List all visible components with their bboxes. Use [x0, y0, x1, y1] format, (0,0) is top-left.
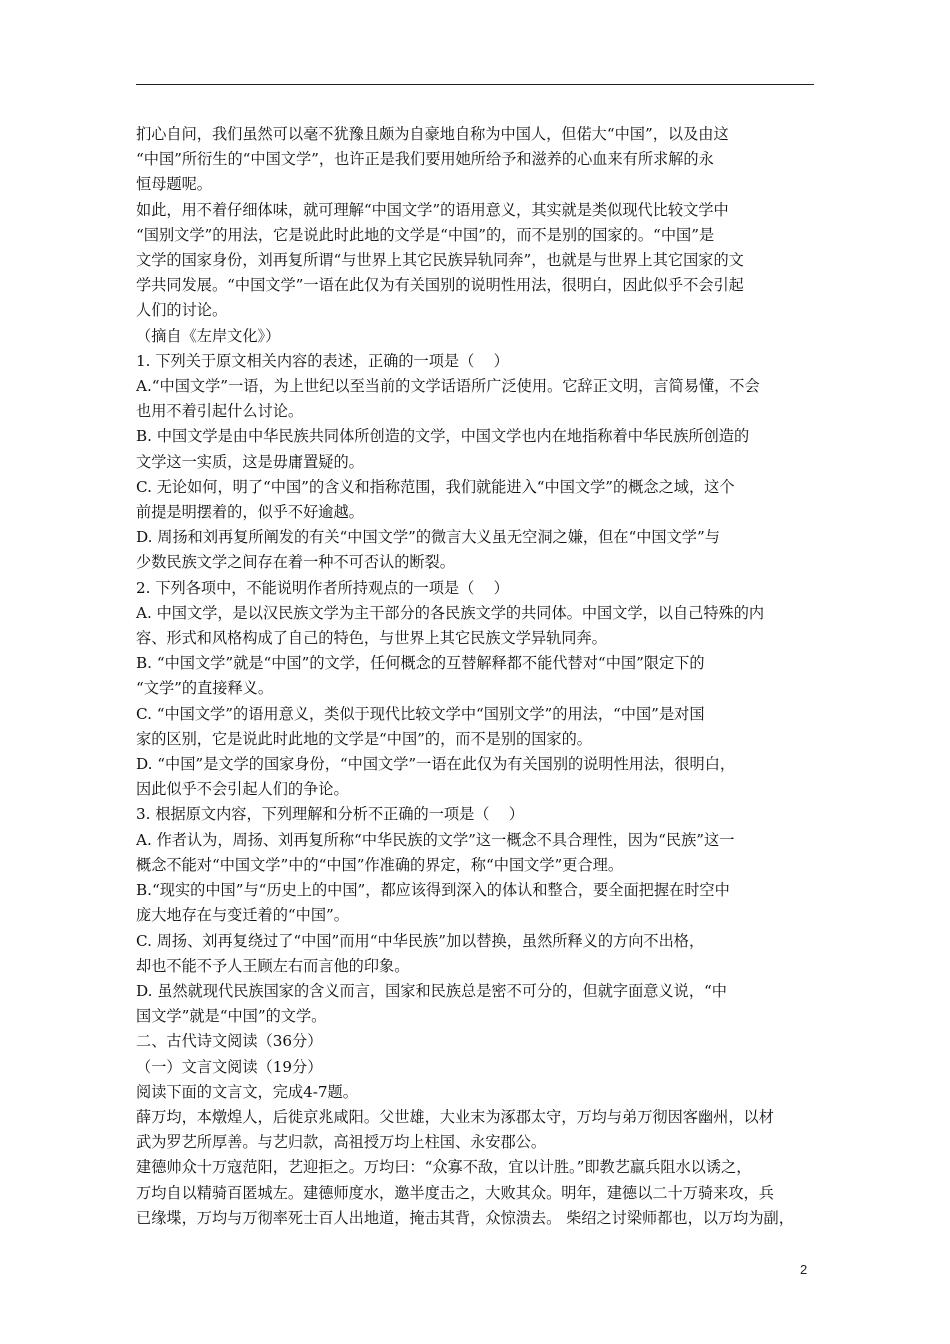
text-line: C. 周扬、刘再复绕过了“中国”而用“中华民族”加以替换，虽然所释义的方向不出格， [136, 931, 705, 950]
text-line: 建德帅众十万寇范阳，艺迎拒之。万均曰：“众寡不敌，宜以计胜。”即教艺羸兵阻水以诱之， [136, 1158, 752, 1177]
text-line: “文学”的直接释义。 [136, 679, 274, 698]
page-number: 2 [800, 1262, 808, 1277]
text-line: D. “中国”是文学的国家身份，“中国文学”一语在此仅为有关国别的说明性用法，很明白， [136, 755, 736, 774]
text-line: 扪心自问，我们虽然可以毫不犹豫且颇为自豪地自称为中国人，但偌大“中国”，以及由这 [136, 125, 729, 143]
text-line: 学共同发展。“中国文学”一语在此仅为有关国别的说明性用法，很明白，因此似乎不会引起 [136, 276, 744, 295]
text-line: 因此似乎不会引起人们的争论。 [136, 780, 349, 799]
text-line: 人们的讨论。 [136, 301, 228, 320]
text-line: 2. 下列各项中，不能说明作者所持观点的一项是（ ） [136, 578, 509, 597]
text-line: 前提是明摆着的，似乎不好逾越。 [136, 503, 364, 522]
header-rule [136, 84, 814, 85]
text-line: 文学这一实质，这是毋庸置疑的。 [136, 452, 364, 471]
text-line: 容、形式和风格构成了自己的特色，与世界上其它民族文学异轨同奔。 [136, 629, 607, 648]
text-line: 阅读下面的文言文，完成4-7题。 [136, 1082, 358, 1101]
text-line: （一）文言文阅读（19分） [136, 1057, 323, 1076]
text-line: “国别文学”的用法，它是说此时此地的文学是“中国”的，而不是别的国家的。“中国”是 [136, 225, 715, 244]
text-line: D. 虽然就现代民族国家的含义而言，国家和民族总是密不可分的，但就字面意义说，“中 [136, 981, 727, 1000]
text-line: 也用不着引起什么讨论。 [136, 402, 304, 421]
text-line: 武为罗艺所厚善。与艺归款，高祖授万均上柱国、永安郡公。 [136, 1133, 547, 1152]
text-line: B.“现实的中国”与“历史上的中国”，都应该得到深入的体认和整合，要全面把握在时空中 [136, 881, 730, 900]
text-line: A. 中国文学，是以汉民族文学为主干部分的各民族文学的共同体。中国文学，以自己特殊的内 [136, 603, 765, 622]
text-line: 万均自以精骑百匿城左。建德师度水，邀半度击之，大败其众。明年，建德以二十万骑来攻，兵 [136, 1183, 774, 1202]
text-line: 薛万均，本燉煌人，后徙京兆咸阳。父世雄，大业末为涿郡太守，万均与弟万彻因客幽州，以材 [136, 1107, 774, 1126]
body-text [136, 122, 820, 1231]
text-line: B. “中国文学”就是“中国”的文学，任何概念的互替解释都不能代替对“中国”限定下的 [136, 654, 705, 673]
text-line: 文学的国家身份，刘再复所谓“与世界上其它民族异轨同奔”，也就是与世界上其它国家的文 [136, 251, 744, 270]
text-line: “中国”所衍生的“中国文学”，也许正是我们要用她所给予和滋养的心血来有所求解的永 [136, 150, 714, 169]
text-line: 庞大地存在与变迁着的“中国”。 [136, 906, 349, 925]
text-line: 少数民族文学之间存在着一种不可否认的断裂。 [136, 553, 455, 572]
text-line: 3. 根据原文内容，下列理解和分析不正确的一项是（ ） [136, 805, 524, 824]
text-line: 1. 下列关于原文相关内容的表述，正确的一项是（ ） [136, 351, 509, 370]
text-line: A.“中国文学”一语，为上世纪以至当前的文学话语所广泛使用。它辞正文明，言简易懂，不会 [136, 377, 760, 396]
text-line: 概念不能对“中国文学”中的“中国”作准确的界定，称“中国文学”更合理。 [136, 855, 624, 874]
text-line: 却也不能不予人王顾左右而言他的印象。 [136, 956, 410, 975]
text-line: C. “中国文学”的语用意义，类似于现代比较文学中“国别文学”的用法，“中国”是对国 [136, 704, 705, 723]
text-line: 如此，用不着仔细体味，就可理解“中国文学”的语用意义，其实就是类似现代比较文学中 [136, 200, 729, 219]
text-line: 恒母题呢。 [136, 175, 212, 194]
text-line: （摘自《左岸文化》） [136, 326, 281, 345]
text-line: A. 作者认为，周扬、刘再复所称“中华民族的文学”这一概念不具合理性，因为“民族”这一 [136, 830, 735, 849]
text-line: C. 无论如何，明了“中国”的含义和指称范围，我们就能进入“中国文学”的概念之域，这个 [136, 477, 735, 496]
text-line: 二、古代诗文阅读（36分） [136, 1032, 323, 1051]
text-line: D. 周扬和刘再复所阐发的有关“中国文学”的微言大义虽无空洞之嫌，但在“中国文学”与 [136, 528, 720, 547]
text-line: B. 中国文学是由中华民族共同体所创造的文学，中国文学也内在地指称着中华民族所创造的 [136, 427, 750, 446]
text-line: 已缘堞，万均与万彻率死士百人出地道，掩击其背，众惊溃去。 柴绍之讨梁师都也，以万均为副， [136, 1208, 794, 1227]
text-line: 家的区别，它是说此时此地的文学是“中国”的，而不是别的国家的。 [136, 729, 592, 748]
text-line: 国文学”就是“中国”的文学。 [136, 1007, 327, 1026]
